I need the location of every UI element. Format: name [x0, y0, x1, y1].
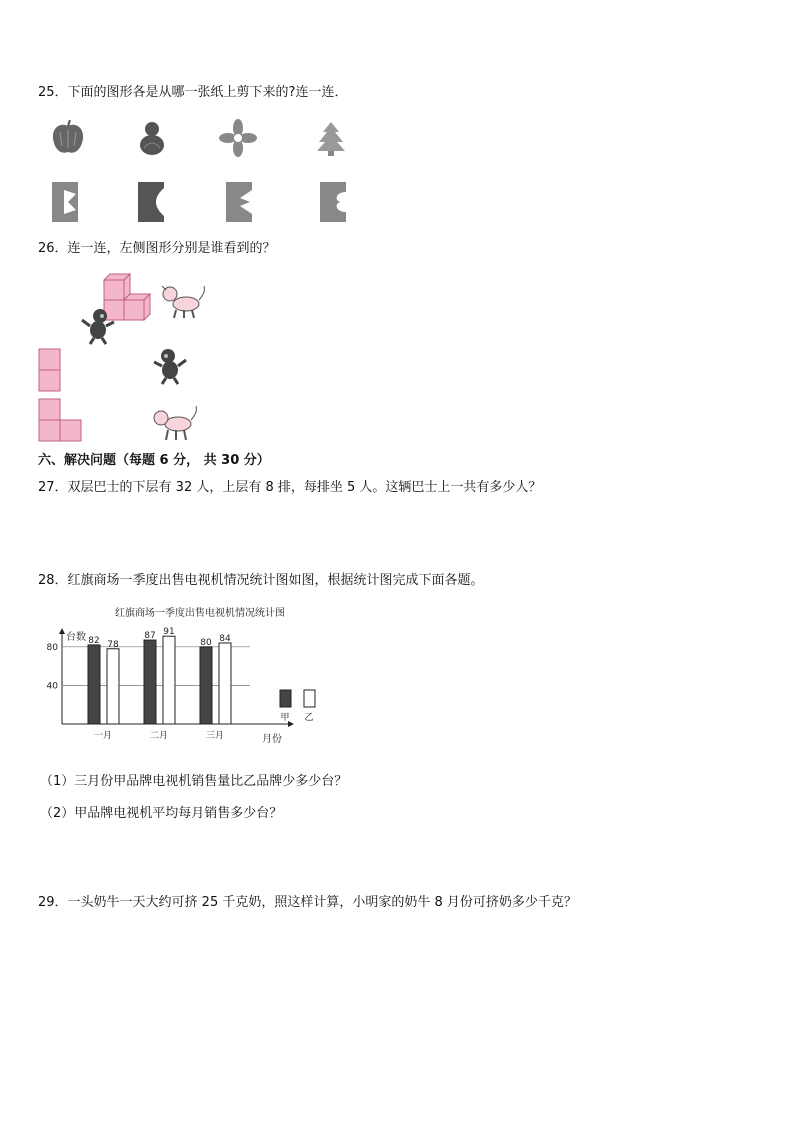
question-26: 26．连一连，左侧图形分别是谁看到的？: [38, 241, 276, 256]
section-6-heading: 六、解决问题（每题 6 分， 共 30 分）: [38, 453, 270, 468]
chart-bar: [88, 645, 100, 724]
dog-choice-icon: [152, 404, 200, 444]
chart-data-label: 78: [107, 639, 119, 650]
gourd-cutout-icon: [134, 118, 170, 158]
chart-title: 红旗商场一季度出售电视机情况统计图: [115, 608, 285, 619]
chart-legend-swatch: [280, 690, 291, 707]
paper-3-icon: [224, 180, 254, 224]
paper-2-icon: [136, 180, 166, 224]
question-28: 28．红旗商场一季度出售电视机情况统计图如图，根据统计图完成下面各题。: [38, 573, 484, 588]
chart-bar: [163, 636, 175, 724]
question-27: 27．双层巴士的下层有 32 人，上层有 8 排，每排坐 5 人。这辆巴士上一共有多少人？: [38, 480, 542, 495]
chart-x-tick-label: 一月: [93, 731, 113, 741]
dog-icon: [160, 282, 208, 322]
chart-data-label: 80: [200, 637, 212, 648]
paper-4-icon: [318, 180, 348, 224]
monkey-icon: [78, 306, 118, 346]
paper-1-icon: [50, 180, 80, 224]
view-vertical-two-icon: [38, 348, 62, 394]
question-28-sub-1: （1）三月份甲品牌电视机销售量比乙品牌少多少台？: [40, 774, 348, 789]
view-l-shape-icon: [38, 398, 84, 444]
question-29: 29．一头奶牛一天大约可挤 25 千克奶，照这样计算，小明家的奶牛 8 月份可挤奶多少千克？: [38, 895, 577, 910]
chart-data-label: 87: [144, 631, 156, 642]
chart-bar: [107, 649, 119, 724]
chart-x-axis-label: 月份: [262, 734, 282, 745]
tree-cutout-icon: [312, 118, 350, 158]
tv-sales-chart: [40, 602, 340, 748]
apple-cutout-icon: [48, 118, 88, 158]
chart-bar: [200, 647, 212, 724]
chart-legend-swatch: [304, 690, 315, 707]
chart-x-tick-label: 三月: [205, 731, 225, 741]
chart-data-label: 91: [163, 627, 175, 638]
chart-y-tick-label: 80: [46, 642, 58, 653]
question-28-sub-2: （2）甲品牌电视机平均每月销售多少台？: [40, 806, 283, 821]
chart-y-tick-label: 40: [46, 681, 58, 692]
chart-data-label: 84: [219, 633, 231, 644]
chart-data-label: 82: [88, 635, 100, 646]
question-25: 25．下面的图形各是从哪一张纸上剪下来的?连一连．: [38, 85, 348, 100]
chart-bar: [144, 640, 156, 724]
flower-cutout-icon: [218, 118, 258, 158]
chart-y-axis-label: 台数: [66, 632, 86, 643]
chart-legend-label: 甲: [280, 713, 290, 723]
chart-legend-label: 乙: [304, 713, 314, 723]
chart-y-arrow: [59, 628, 65, 634]
chart-x-tick-label: 二月: [149, 731, 169, 741]
chart-bar: [219, 643, 231, 724]
monkey-choice-icon: [150, 346, 190, 386]
